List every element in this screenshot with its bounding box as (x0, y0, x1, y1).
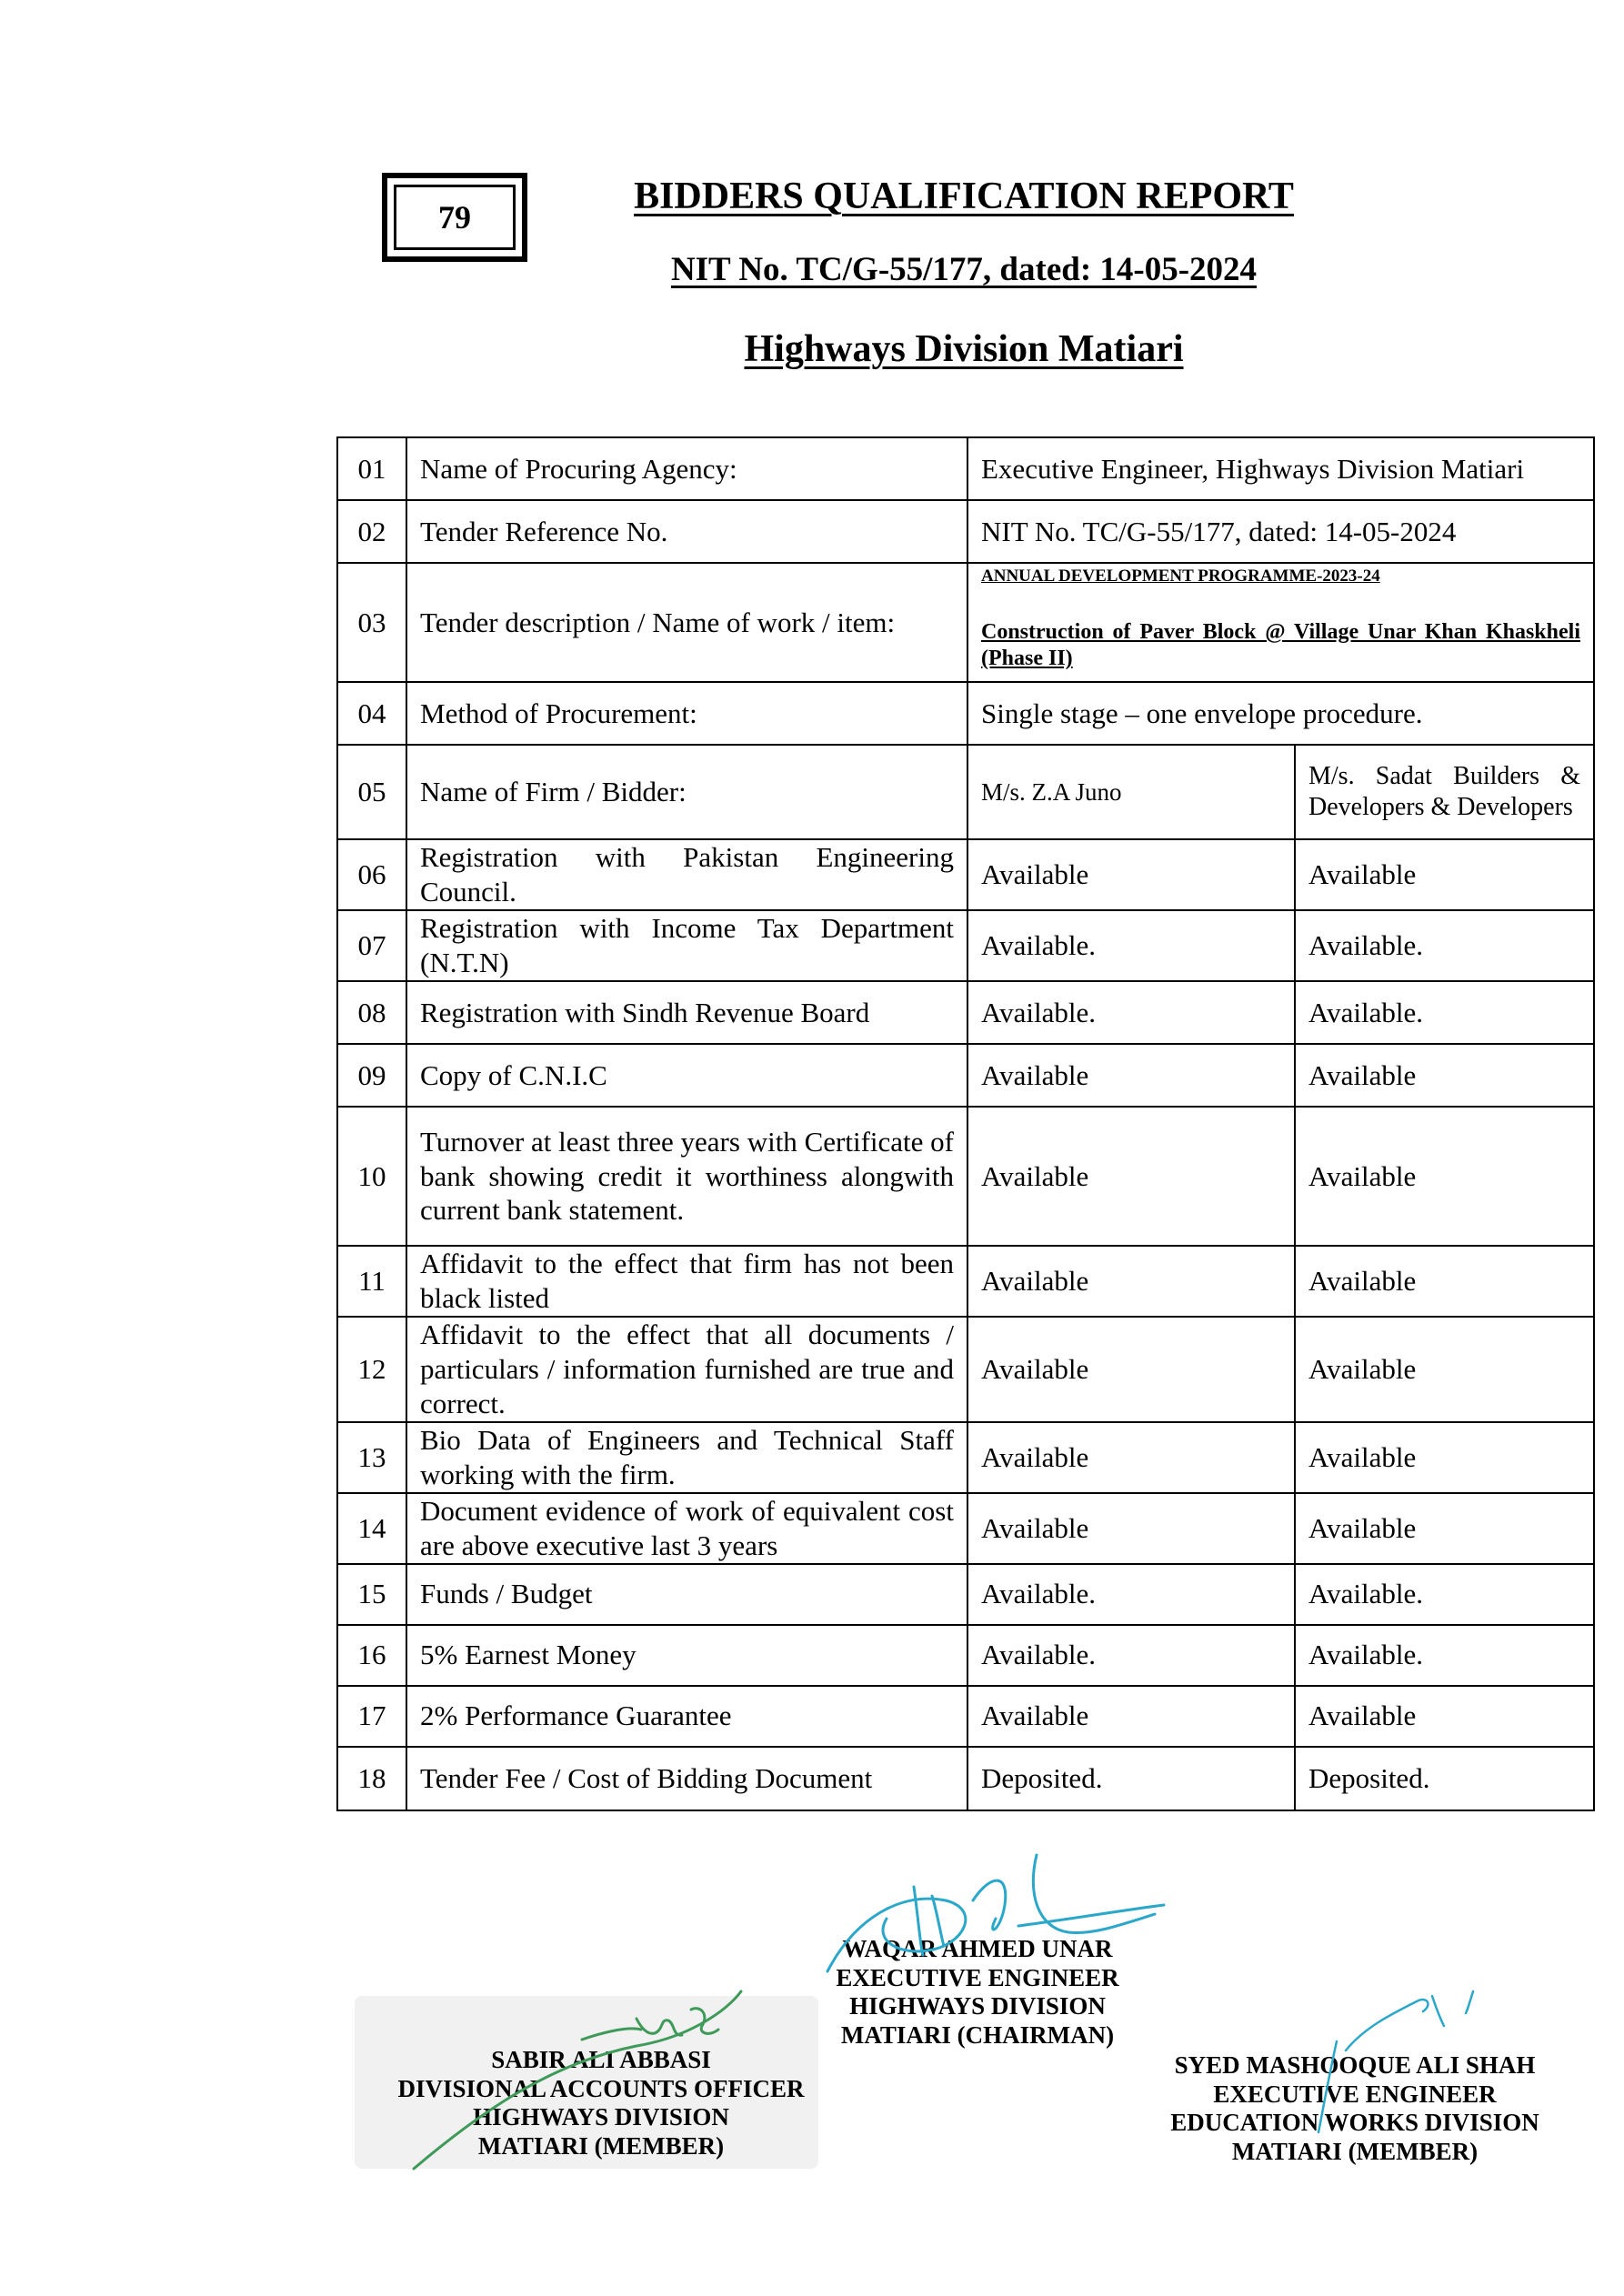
signatory-role: MATIARI (CHAIRMAN) (840, 2020, 1115, 2049)
row-number: 16 (337, 1625, 406, 1686)
row-number: 13 (337, 1422, 406, 1493)
row-label: Tender Fee / Cost of Bidding Document (406, 1747, 967, 1810)
work-name: Construction of Paver Block @ Village Unar Khan Khaskheli (Phase II) (981, 620, 1580, 671)
education-works-signature (1318, 1991, 1473, 2132)
bidder-2-status: Available. (1295, 981, 1594, 1044)
accounts-officer-signature (414, 1991, 741, 2169)
bidder-2-status: Available (1295, 1317, 1594, 1422)
signatory-role: MATIARI (MEMBER) (1231, 2137, 1479, 2165)
bidder-1-status: Available. (967, 910, 1295, 981)
signatory-office: HIGHWAYS DIVISION (849, 1992, 1106, 2020)
bidder-2-status: Available (1295, 1044, 1594, 1107)
bidder-2-status: Available (1295, 1246, 1594, 1317)
chairman-signature (827, 1855, 1164, 1971)
programme-name: ANNUAL DEVELOPMENT PROGRAMME-2023-24 (981, 566, 1380, 586)
row-label: Name of Procuring Agency: (406, 437, 967, 500)
row-label: Registration with Pakistan Engineering Council. (406, 839, 967, 910)
bidder-1-status: Available. (967, 981, 1295, 1044)
bidder-2-status: Available. (1295, 1625, 1594, 1686)
row-number: 04 (337, 682, 406, 745)
row-number: 05 (337, 745, 406, 839)
row-label: Bio Data of Engineers and Technical Staff working with the firm. (406, 1422, 967, 1493)
row-number: 10 (337, 1107, 406, 1246)
row-number: 15 (337, 1564, 406, 1625)
bidder-2-status: Available. (1295, 1564, 1594, 1625)
row-label: Name of Firm / Bidder: (406, 745, 967, 839)
bidder-1-status: Available (967, 1686, 1295, 1747)
bidder-1-status: Available (967, 1246, 1295, 1317)
signatory-designation: EXECUTIVE ENGINEER (1213, 2080, 1497, 2108)
row-number: 12 (337, 1317, 406, 1422)
row-label: Document evidence of work of equivalent cost are above executive last 3 years (406, 1493, 967, 1564)
division-title: Highways Division Matiari (744, 328, 1184, 370)
row-label: Registration with Sindh Revenue Board (406, 981, 967, 1044)
row-number: 01 (337, 437, 406, 500)
bidder-2-status: Available (1295, 1107, 1594, 1246)
bidder-1-status: Available (967, 1317, 1295, 1422)
bidder-2-status: Deposited. (1295, 1747, 1594, 1810)
bidder-2-status: Available (1295, 839, 1594, 910)
row-label: Affidavit to the effect that all documents / particulars / information furnished are true and correct. (406, 1317, 967, 1422)
bidder-1-status: Available (967, 1422, 1295, 1493)
row-number: 09 (337, 1044, 406, 1107)
row-label: Method of Procurement: (406, 682, 967, 745)
bidder-2-status: Available. (1295, 910, 1594, 981)
signatory-role: MATIARI (MEMBER) (477, 2131, 725, 2160)
signatory-name: SYED MASHOOQUE ALI SHAH (1174, 2051, 1536, 2079)
signatory-name: WAQAR AHMED UNAR (842, 1935, 1113, 1962)
bidder-1-status: Available (967, 1107, 1295, 1246)
row-label: Tender description / Name of work / item: (406, 563, 967, 682)
row-label: Affidavit to the effect that firm has not been black listed (406, 1246, 967, 1317)
bidder-2-name: M/s. Sadat Builders & Developers & Developers (1295, 745, 1594, 839)
page-number: 79 (394, 185, 516, 250)
row-number: 18 (337, 1747, 406, 1810)
signatory-designation: EXECUTIVE ENGINEER (836, 1963, 1119, 1991)
bidder-1-status: Available. (967, 1625, 1295, 1686)
row-number: 11 (337, 1246, 406, 1317)
bidder-1-status: Available (967, 1044, 1295, 1107)
row-number: 07 (337, 910, 406, 981)
row-label: Copy of C.N.I.C (406, 1044, 967, 1107)
signatory-office: HIGHWAYS DIVISION (473, 2103, 729, 2131)
row-number: 08 (337, 981, 406, 1044)
tender-reference-value: NIT No. TC/G-55/177, dated: 14-05-2024 (967, 500, 1594, 563)
row-label: 5% Earnest Money (406, 1625, 967, 1686)
bidder-1-status: Available. (967, 1564, 1295, 1625)
bidder-2-status: Available (1295, 1493, 1594, 1564)
row-number: 03 (337, 563, 406, 682)
signatory-office: EDUCATION WORKS DIVISION (1170, 2109, 1539, 2137)
signatory-designation: DIVISIONAL ACCOUNTS OFFICER (397, 2074, 805, 2102)
bidder-1-status: Available (967, 1493, 1295, 1564)
row-label: Registration with Income Tax Department (N.T.N) (406, 910, 967, 981)
bidder-2-status: Available (1295, 1422, 1594, 1493)
row-label: 2% Performance Guarantee (406, 1686, 967, 1747)
procurement-method-value: Single stage – one envelope procedure. (967, 682, 1594, 745)
row-number: 02 (337, 500, 406, 563)
bidder-1-status: Deposited. (967, 1747, 1295, 1810)
row-label: Turnover at least three years with Certificate of bank showing credit it worthiness alongwith current bank statement. (406, 1107, 967, 1246)
nit-reference: NIT No. TC/G-55/177, dated: 14-05-2024 (670, 251, 1258, 288)
row-number: 14 (337, 1493, 406, 1564)
report-title: BIDDERS QUALIFICATION REPORT (634, 175, 1294, 217)
row-number: 17 (337, 1686, 406, 1747)
row-label: Tender Reference No. (406, 500, 967, 563)
bidder-2-status: Available (1295, 1686, 1594, 1747)
bidder-1-name: M/s. Z.A Juno (967, 745, 1295, 839)
row-label: Funds / Budget (406, 1564, 967, 1625)
signatory-name: SABIR ALI ABBASI (491, 2046, 711, 2073)
procuring-agency-value: Executive Engineer, Highways Division Matiari (967, 437, 1594, 500)
bidder-1-status: Available (967, 839, 1295, 910)
row-number: 06 (337, 839, 406, 910)
